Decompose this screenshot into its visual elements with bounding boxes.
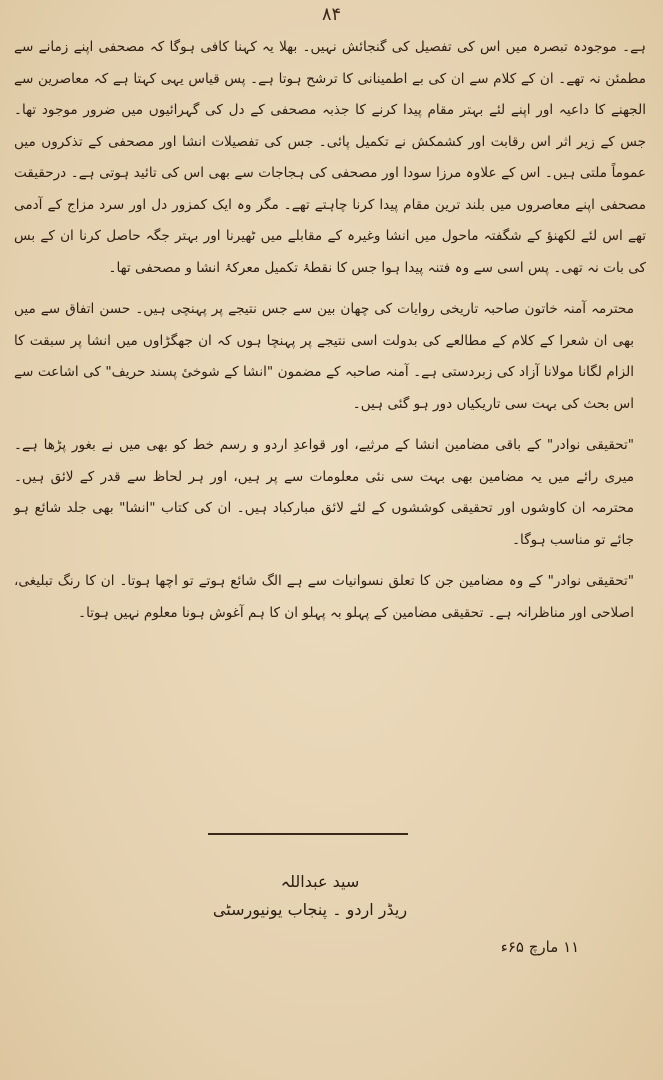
- separator-rule: [208, 833, 408, 835]
- paragraph-2: محترمہ آمنہ خاتون صاحبہ تاریخی روایات کی چھان بین سے جس نتیجے پر پہنچی ہیں۔ حسن اتفاق سے میں بھی ان شعرا کے کلام کے مطالعے کی بدولت اسی نتیجے پر پہنچا ہوں کہ ان جھگڑاوں میں انشا پر سبقت کا الزام لگانا مولانا آزاد کی زبردستی ہے۔ آمنہ صاحبہ کے مضمون "انشا کے شوخیٔ پسند حریف" کی اشاعت سے اس بحث کی بہت سی تاریکیاں دور ہو گئی ہیں۔: [14, 301, 634, 412]
- review-date: ۱۱ مارچ ۶۵ء: [500, 938, 580, 956]
- review-body: [14, 32, 646, 629]
- paragraph-4: "تحقیقی نوادر" کے وہ مضامین جن کا تعلق نسوانیات سے ہے الگ شائع ہوتے تو اچھا ہوتا۔ ان کا رنگ تبلیغی، اصلاحی اور مناظرانہ ہے۔ تحقیقی مضامین کے پہلو بہ پہلو ان کا ہم آغوش ہونا معلوم نہیں ہوتا۔: [14, 573, 634, 621]
- author-name: سید عبداللہ: [280, 872, 360, 891]
- paragraph-3: "تحقیقی نوادر" کے باقی مضامین انشا کے مرثیے، اور قواعدِ اردو و رسم خط کو بھی میں نے بغور پڑھا ہے۔ میری رائے میں یہ مضامین بھی بہت سی نئی معلومات سے پر ہیں، اور ہر لحاظ سے قدر کے لائق ہیں۔ محترمہ ان کاوشوں اور تحقیقی کوششوں کے لئے لائق مبارکباد ہیں۔ ان کی کتاب "انشا" بھی جلد شائع ہو جائے تو مناسب ہوگا۔: [14, 437, 634, 548]
- paragraph-1: ہے۔ موجودہ تبصرہ میں اس کی تفصیل کی گنجائش نہیں۔ بھلا یہ کہنا کافی ہوگا کہ مصحفی اپنے زمانے سے مطمئن نہ تھے۔ ان کے کلام سے ان کی بے اطمینانی کا ترشح ہوتا ہے۔ پس قیاس یہی کہتا ہے کہ معاصرین سے الجھنے کا داعیہ اور اپنے لئے بہتر مقام پیدا کرنے کا جذبہ مصحفی کے دل کی گہرائیوں میں ضرور موجود تھا۔ جس کے زیر اثر اس رقابت اور کشمکش نے تکمیل پائی۔ جس کی تفصیلات انشا اور مصحفی کے تذکروں میں عموماً ملتی ہیں۔ اس کے علاوہ مرزا سودا اور مصحفی کی ہجاجات سے بھی اس کی تائید ہوتی ہے۔ درحقیقت مصحفی اپنے معاصروں میں بلند ترین مقام پیدا کرنا چاہتے تھے۔ مگر وہ ایک کمزور دل اور سرد مزاج کے آدمی تھے اس لئے لکھنؤ کے شگفتہ ماحول میں انشا وغیرہ کے مقابلے میں ٹھیرنا اور بہتر جگہ حاصل کرنا ان کے بس کی بات نہ تھی۔ پس اسی سے وہ فتنہ پیدا ہوا جس کا نقطۂ تکمیل معرکۂ انشا و مصحفی تھا۔: [14, 39, 646, 276]
- page-number: ۸۴: [321, 4, 342, 25]
- author-title: ریڈر اردو ۔ پنجاب یونیورسٹی: [212, 900, 408, 919]
